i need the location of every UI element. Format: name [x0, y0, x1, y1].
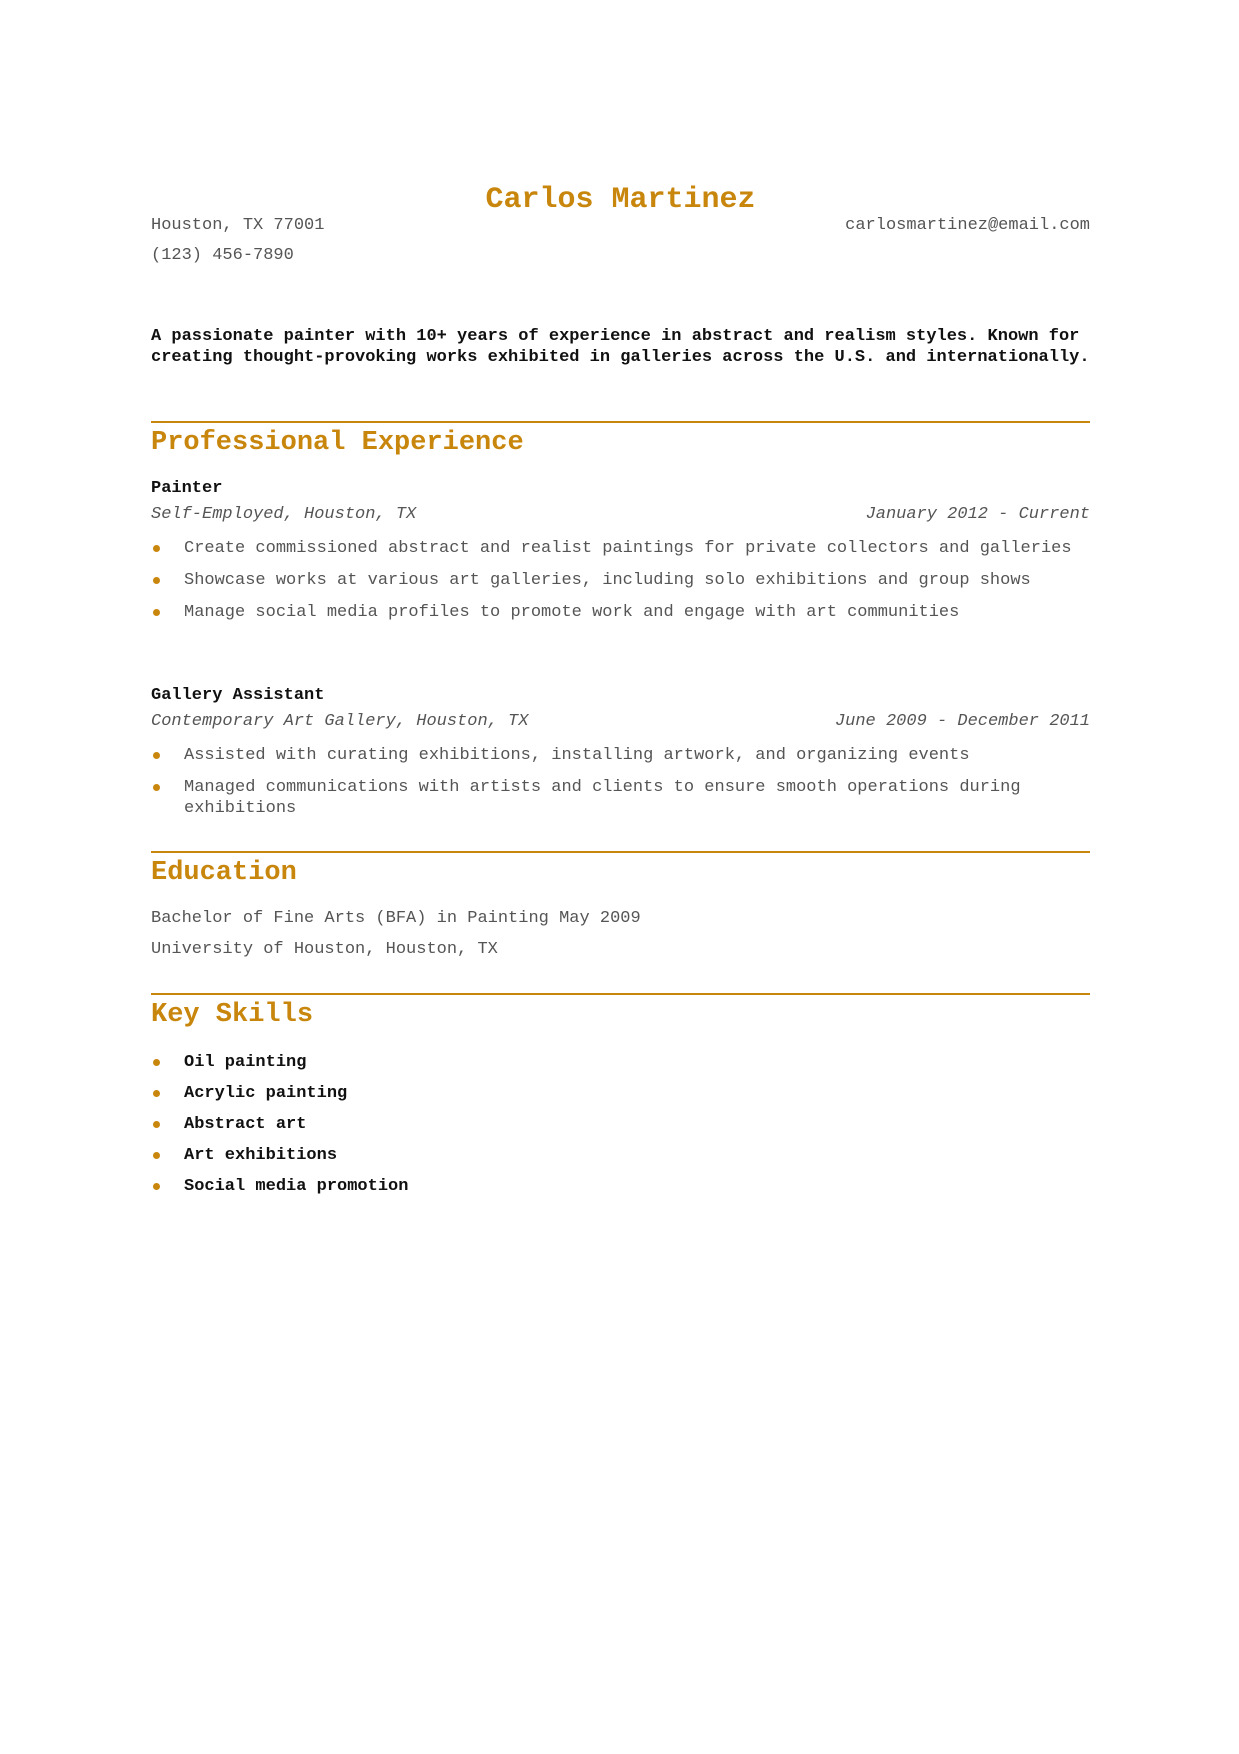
job-title: Gallery Assistant [151, 686, 325, 705]
list-item: Assisted with curating exhibitions, installing artwork, and organizing events [151, 745, 1090, 766]
bullet-icon [153, 609, 160, 616]
bullet-icon [153, 1121, 160, 1128]
job-title: Painter [151, 479, 223, 498]
phone-text: (123) 456-7890 [151, 246, 294, 265]
job-meta [151, 711, 1090, 733]
job-company: Self-Employed, Houston, TX [151, 505, 417, 524]
education-heading: Education [151, 858, 297, 888]
list-item: Showcase works at various art galleries, including solo exhibitions and group shows [151, 570, 1090, 591]
candidate-name: Carlos Martinez [485, 183, 756, 217]
bullet-icon [153, 784, 160, 791]
job-bullets [151, 538, 1090, 634]
job-dates: June 2009 - December 2011 [834, 712, 1090, 731]
list-item: Art exhibitions [151, 1145, 1090, 1166]
section-divider [151, 993, 1090, 995]
bullet-icon [153, 1059, 160, 1066]
email-text: carlosmartinez@email.com [845, 216, 1090, 235]
job-meta [151, 504, 1090, 526]
list-item: Managed communications with artists and clients to ensure smooth operations during exhibitions [151, 777, 1090, 819]
summary-text: A passionate painter with 10+ years of experience in abstract and realism styles. Known for creating thought-provoking works exhibited in galleries across the U.S. and internationally. [151, 327, 1090, 367]
experience-heading: Professional Experience [151, 428, 524, 458]
list-item: Acrylic painting [151, 1083, 1090, 1104]
bullet-icon [153, 577, 160, 584]
contact-row [151, 215, 1090, 237]
job-company: Contemporary Art Gallery, Houston, TX [151, 712, 529, 731]
section-divider [151, 421, 1090, 423]
degree-text: Bachelor of Fine Arts (BFA) in Painting May 2009 [151, 909, 641, 928]
skills-heading: Key Skills [151, 1000, 314, 1030]
list-item: Manage social media profiles to promote work and engage with art communities [151, 602, 1090, 623]
list-item: Oil painting [151, 1052, 1090, 1073]
bullet-icon [153, 1183, 160, 1190]
school-text: University of Houston, Houston, TX [151, 940, 498, 959]
bullet-icon [153, 1152, 160, 1159]
list-item: Social media promotion [151, 1176, 1090, 1197]
job-bullets [151, 745, 1090, 830]
job-dates: January 2012 - Current [865, 505, 1090, 524]
bullet-icon [153, 545, 160, 552]
location-text: Houston, TX 77001 [151, 216, 325, 235]
section-divider [151, 851, 1090, 853]
list-item: Abstract art [151, 1114, 1090, 1135]
skills-list [151, 1052, 1090, 1207]
phone-row [151, 245, 1090, 267]
bullet-icon [153, 1090, 160, 1097]
list-item: Create commissioned abstract and realist paintings for private collectors and galleries [151, 538, 1090, 559]
bullet-icon [153, 752, 160, 759]
